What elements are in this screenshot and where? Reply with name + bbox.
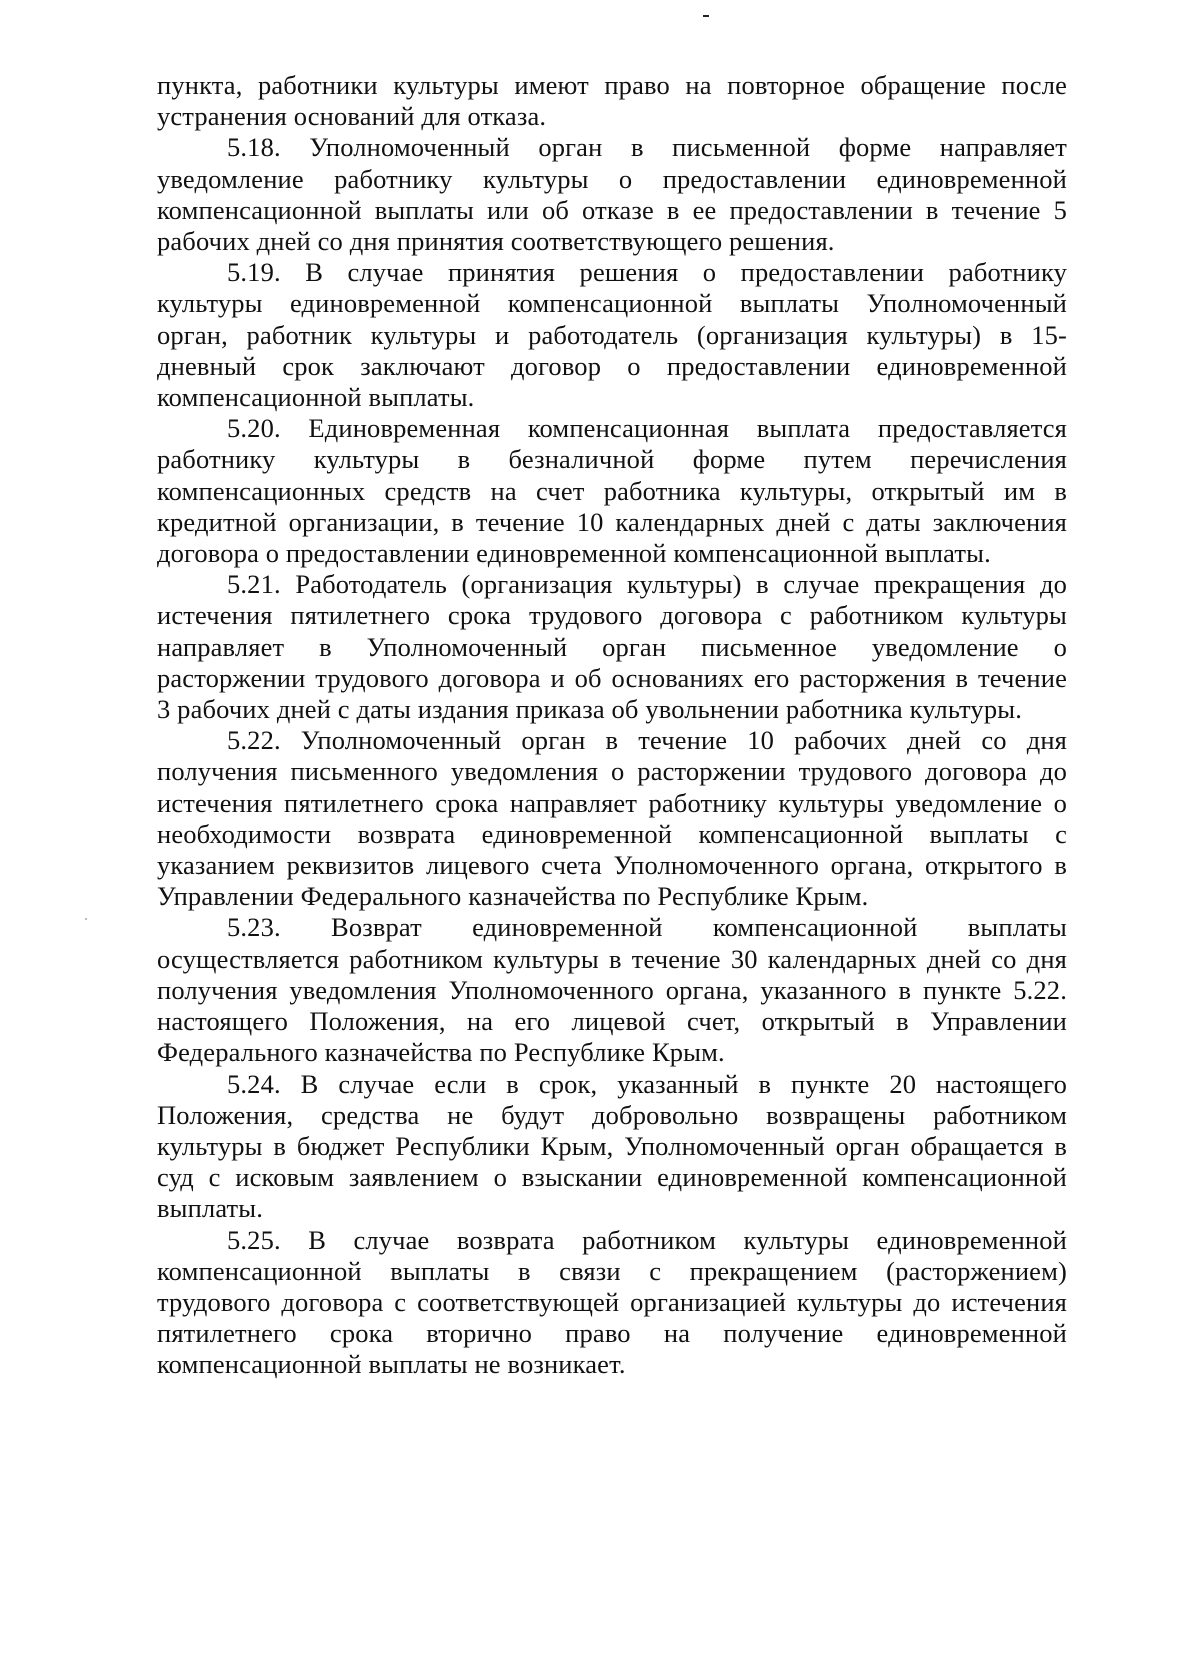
text-line: 5.21. Работодатель (организация культуры) в случае прекращения до (227, 569, 1067, 600)
text-line: компенсационной выплаты не возникает. (157, 1349, 626, 1380)
text-line: получения письменного уведомления о расторжении трудового договора до (157, 756, 1067, 787)
paragraph-5-19 (157, 257, 1067, 413)
paragraph-continuation (157, 70, 1067, 132)
text-line: уведомление работнику культуры о предоставлении единовременной (157, 163, 1067, 194)
text-line: 5.22. Уполномоченный орган в течение 10 рабочих дней со дня (227, 725, 1067, 756)
text-line: орган, работник культуры и работодатель (организация культуры) в 15- (157, 319, 1067, 350)
text-line: 5.23. Возврат единовременной компенсационной выплаты (227, 912, 1067, 943)
text-line: рабочих дней со дня принятия соответствующего решения. (157, 226, 835, 257)
text-line: 3 рабочих дней с даты издания приказа об увольнении работника культуры. (157, 694, 1022, 725)
text-line: выплаты. (157, 1193, 264, 1224)
text-line: трудового договора с соответствующей организацией культуры до истечения (157, 1286, 1067, 1317)
text-line: Положения, средства не будут добровольно возвращены работником (157, 1099, 1067, 1130)
text-line: истечения пятилетнего срока трудового договора с работником культуры (157, 600, 1067, 631)
text-line: компенсационной выплаты в связи с прекращением (расторжением) (157, 1255, 1067, 1286)
top-dash-mark (703, 15, 709, 17)
text-line: компенсационных средств на счет работника культуры, открытый им в (157, 475, 1067, 506)
text-line: 5.20. Единовременная компенсационная выплата предоставляется (227, 413, 1067, 444)
text-line: работнику культуры в безналичной форме путем перечисления (157, 444, 1067, 475)
text-line: настоящего Положения, на его лицевой счет, открытый в Управлении (157, 1006, 1067, 1037)
paragraph-5-18 (157, 132, 1067, 257)
text-line: дневный срок заключают договор о предоставлении единовременной (157, 350, 1067, 381)
text-line: 5.24. В случае если в срок, указанный в пункте 20 настоящего (227, 1068, 1067, 1099)
text-line: компенсационной выплаты. (157, 382, 475, 413)
text-line: истечения пятилетнего срока направляет работнику культуры уведомление о (157, 787, 1067, 818)
paragraph-5-20 (157, 413, 1067, 569)
text-line: расторжении трудового договора и об основаниях его расторжения в течение (157, 662, 1067, 693)
margin-scan-dot (85, 918, 87, 920)
text-line: указанием реквизитов лицевого счета Уполномоченного органа, открытого в (157, 850, 1067, 881)
paragraph-5-22 (157, 725, 1067, 912)
paragraph-5-24 (157, 1069, 1067, 1225)
text-line: 5.25. В случае возврата работником культуры единовременной (227, 1224, 1067, 1255)
text-line: устранения оснований для отказа. (157, 101, 547, 132)
text-line: получения уведомления Уполномоченного органа, указанного в пункте 5.22. (157, 974, 1067, 1005)
paragraph-5-21 (157, 569, 1067, 725)
text-line: пункта, работники культуры имеют право на повторное обращение после (157, 70, 1067, 100)
paragraph-5-25 (157, 1225, 1067, 1381)
text-line: Управлении Федерального казначейства по Республике Крым. (157, 881, 869, 912)
text-line: культуры единовременной компенсационной выплаты Уполномоченный (157, 288, 1067, 319)
text-line: компенсационной выплаты или об отказе в ее предоставлении в течение 5 (157, 194, 1067, 225)
text-line: Федерального казначейства по Республике Крым. (157, 1037, 725, 1068)
text-line: договора о предоставлении единовременной компенсационной выплаты. (157, 538, 991, 569)
document-body (157, 70, 1067, 1381)
text-line: суд с исковым заявлением о взыскании единовременной компенсационной (157, 1162, 1067, 1193)
text-line: кредитной организации, в течение 10 календарных дней с даты заключения (157, 506, 1067, 537)
text-line: 5.18. Уполномоченный орган в письменной форме направляет (227, 132, 1067, 163)
text-line: культуры в бюджет Республики Крым, Уполномоченный орган обращается в (157, 1130, 1067, 1161)
paragraph-5-23 (157, 912, 1067, 1068)
text-line: пятилетнего срока вторично право на получение единовременной (157, 1318, 1067, 1349)
text-line: 5.19. В случае принятия решения о предоставлении работнику (227, 257, 1067, 288)
text-line: осуществляется работником культуры в течение 30 календарных дней со дня (157, 943, 1067, 974)
text-line: направляет в Уполномоченный орган письменное уведомление о (157, 631, 1067, 662)
text-line: необходимости возврата единовременной компенсационной выплаты с (157, 818, 1067, 849)
